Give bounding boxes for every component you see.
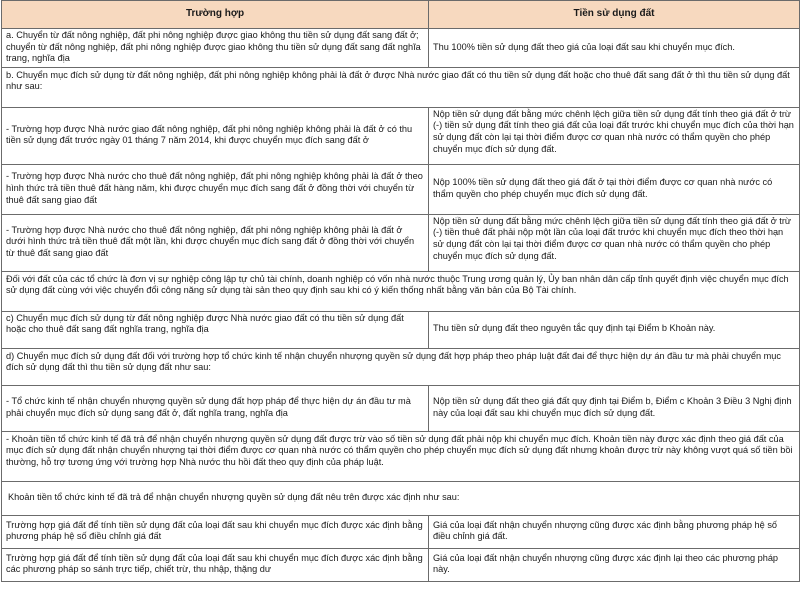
table-row	[2, 67, 800, 107]
case-cell: a. Chuyển từ đất nông nghiệp, đất phi nông nghiệp được giao không thu tiền sử dụng đất sang đất ở; chuyển từ đất nông nghiệp, đất phi nông nghiệp được giao không thu tiền sử dụng đất sang đất nghĩa trang, nghĩa địa	[2, 29, 429, 68]
case-cell: - Tổ chức kinh tế nhận chuyển nhượng quyền sử dụng đất hợp pháp để thực hiện dự án đầu tư mà phải chuyển mục đích sử dụng sang đất ở, đất nghĩa trang, nghĩa địa	[2, 385, 429, 431]
case-cell: - Trường hợp được Nhà nước cho thuê đất nông nghiệp, đất phi nông nghiệp không phải là đất ở dưới hình thức trả tiền thuê đất một lần, khi được chuyển mục đích sang đất ở đồng thời với chuyển từ thuê đất sang giao đất	[2, 214, 429, 271]
case-cell: Trường hợp giá đất để tính tiền sử dụng đất của loại đất sau khi chuyển mục đích được xác định bằng các phương pháp so sánh trực tiếp, chiết trừ, thu nhập, thặng dư	[2, 548, 429, 581]
land-use-fee-table	[1, 0, 800, 582]
case-cell: Trường hợp giá đất để tính tiền sử dụng đất của loại đất sau khi chuyển mục đích được xác định bằng phương pháp hệ số điều chỉnh giá đất	[2, 515, 429, 548]
section-text: Đối với đất của các tổ chức là đơn vị sự nghiệp công lập tự chủ tài chính, doanh nghiệp có vốn nhà nước thuộc Trung ương quản lý, Ủy ban nhân dân cấp tỉnh quyết định việc chuyển mục đích sử dụng đất cùng với việc chuyển đổi công năng sử dụng tài sản theo quy định sau khi có ý kiến thống nhất bằng văn bản của Bộ Tài chính.	[2, 271, 800, 311]
fee-cell: Nộp tiền sử dụng đất theo giá đất quy định tại Điểm b, Điểm c Khoản 3 Điều 3 Nghị định này của loại đất sau khi chuyển mục đích sử dụng đất.	[429, 385, 800, 431]
table-row	[2, 214, 800, 271]
table-row	[2, 431, 800, 481]
fee-cell: Thu tiền sử dụng đất theo nguyên tắc quy định tại Điểm b Khoản này.	[429, 311, 800, 348]
section-text: - Khoản tiền tổ chức kinh tế đã trả để nhận chuyển nhượng quyền sử dụng đất được trừ vào số tiền sử dụng đất phải nộp khi chuyển mục đích. Khoản tiền này được xác định theo giá đất của mục đích sử dụng đất nhận chuyển nhượng tại thời điểm được cơ quan nhà nước có thẩm quyền cho phép chuyển mục đích sử dụng đất nhưng khoản được trừ này không vượt quá số tiền bồi thường, hỗ trợ tương ứng với trường hợp Nhà nước thu hồi đất theo quy định của pháp luật.	[2, 431, 800, 481]
section-text: b. Chuyển mục đích sử dụng từ đất nông nghiệp, đất phi nông nghiệp không phải là đất ở được Nhà nước giao đất có thu tiền sử dụng đất hoặc cho thuê đất sang đất ở thì thu tiền sử dụng đất như sau:	[2, 67, 800, 107]
table-row	[2, 481, 800, 515]
section-text: d) Chuyển mục đích sử dụng đất đối với trường hợp tổ chức kinh tế nhận chuyển nhượng quyền sử dụng đất hợp pháp theo pháp luật đất đai để thực hiện dự án đầu tư mà phải chuyển mục đích sử dụng đất thì thu tiền sử dụng đất như sau:	[2, 348, 800, 385]
case-cell: c) Chuyển mục đích sử dụng từ đất nông nghiệp được Nhà nước giao đất có thu tiền sử dụng đất hoặc cho thuê đất sang đất nghĩa trang, nghĩa địa	[2, 311, 429, 348]
header-case: Trường hợp	[2, 1, 429, 29]
table-header-row	[2, 1, 800, 29]
fee-cell: Giá của loại đất nhận chuyển nhượng cũng được xác định lại theo các phương pháp này.	[429, 548, 800, 581]
fee-cell: Nộp tiền sử dụng đất bằng mức chênh lệch giữa tiền sử dụng đất tính theo giá đất ở trừ (-) tiền thuê đất phải nộp một lần của loại đất trước khi chuyển mục đích theo thời hạn sử dụng đất còn lại tại thời điểm được cơ quan nhà nước có thẩm quyền cho phép chuyển mục đích sử dụng đất.	[429, 214, 800, 271]
table-row	[2, 29, 800, 68]
table-row	[2, 515, 800, 548]
table-row	[2, 548, 800, 581]
table-row	[2, 271, 800, 311]
table-row	[2, 107, 800, 164]
table-row	[2, 348, 800, 385]
fee-cell: Thu 100% tiền sử dụng đất theo giá của loại đất sau khi chuyển mục đích.	[429, 29, 800, 68]
fee-cell: Nộp 100% tiền sử dụng đất theo giá đất ở tại thời điểm được cơ quan nhà nước có thẩm quyền cho phép chuyển mục đích sử dụng đất.	[429, 164, 800, 214]
table-row	[2, 164, 800, 214]
case-cell: - Trường hợp được Nhà nước giao đất nông nghiệp, đất phi nông nghiệp không phải là đất ở có thu tiền sử dụng đất trước ngày 01 tháng 7 năm 2014, khi được chuyển mục đích sang đất ở	[2, 107, 429, 164]
table-row	[2, 385, 800, 431]
table-row	[2, 311, 800, 348]
fee-cell: Giá của loại đất nhận chuyển nhượng cũng được xác định bằng phương pháp hệ số điều chỉnh giá đất.	[429, 515, 800, 548]
case-cell: - Trường hợp được Nhà nước cho thuê đất nông nghiệp, đất phi nông nghiệp không phải là đất ở theo hình thức trả tiền thuê đất hàng năm, khi được chuyển mục đích sang đất ở đồng thời với chuyển từ thuê đất sang giao đất	[2, 164, 429, 214]
fee-cell: Nộp tiền sử dụng đất bằng mức chênh lệch giữa tiền sử dụng đất tính theo giá đất ở trừ (-) tiền sử dụng đất tính theo giá đất của loại đất trước khi chuyển mục đích của thời hạn sử dụng đất còn lại tại thời điểm được cơ quan nhà nước có thẩm quyền cho phép chuyển mục đích sử dụng đất.	[429, 107, 800, 164]
section-text: Khoản tiền tổ chức kinh tế đã trả để nhận chuyển nhượng quyền sử dụng đất nêu trên được xác định như sau:	[2, 481, 800, 515]
header-fee: Tiền sử dụng đất	[429, 1, 800, 29]
